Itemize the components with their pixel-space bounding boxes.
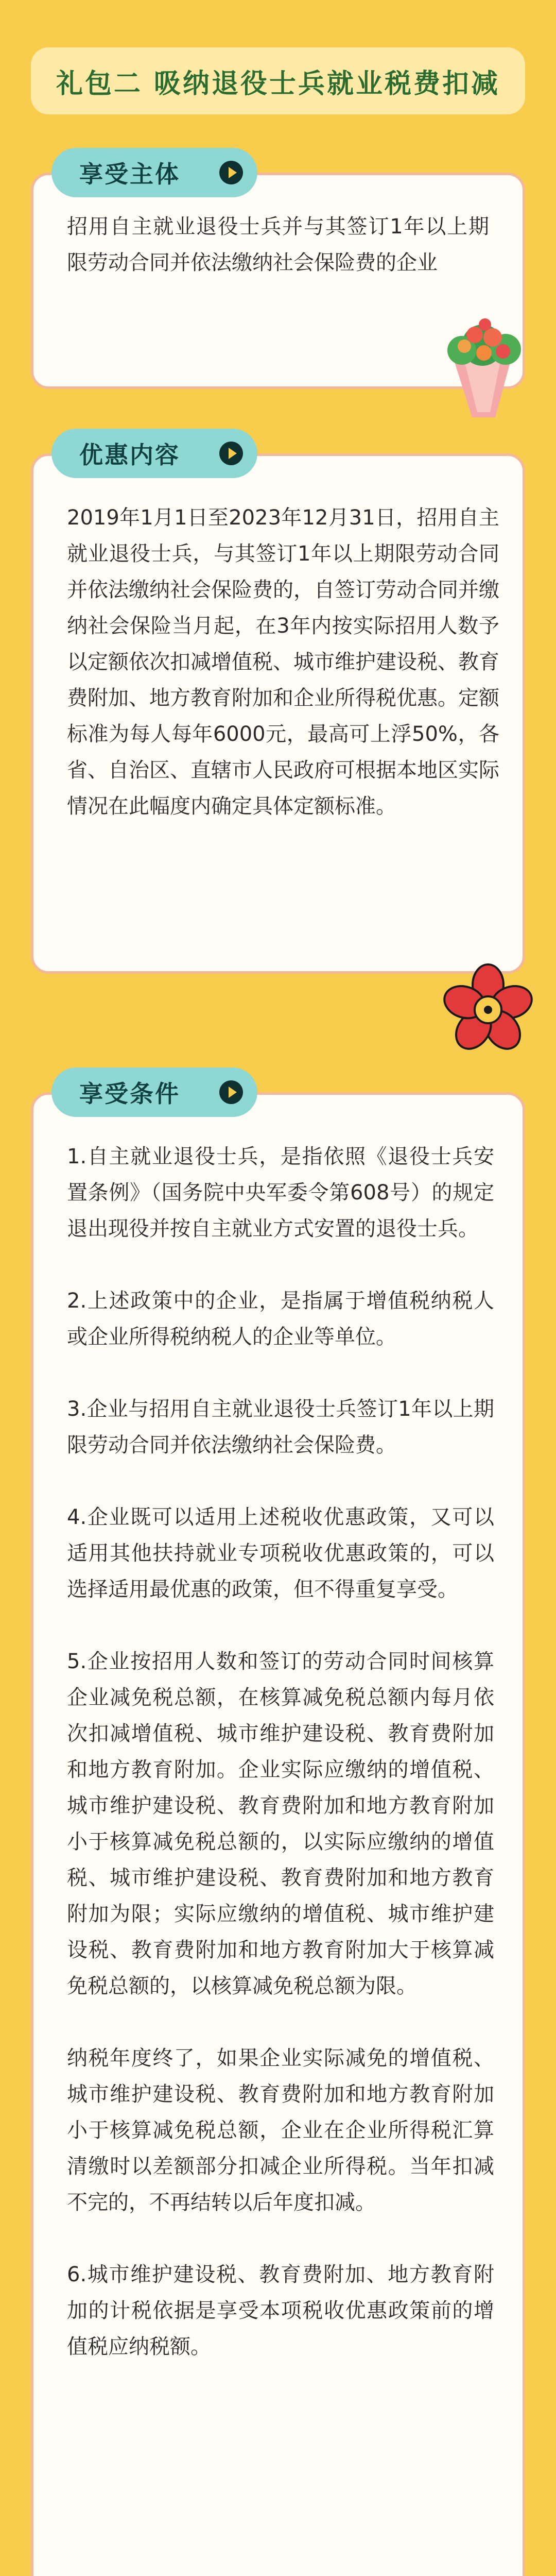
arrow-right-icon [219,442,243,465]
flower-bouquet-icon [433,304,531,422]
condition-item: 5.企业按招用人数和签订的劳动合同时间核算企业减免税总额，在核算减免税总额内每月依次扣减增值税、城市维护建设税、教育费附加和地方教育附加。企业实际应缴纳的增值税、城市维护建设税、教育费附加和地方教育附加小于核算减免税总额的，以实际应缴纳的增值税、城市维护建设税、教育费附加和地方教育附加为限；实际应缴纳的增值税、城市维护建设税、教育费附加和地方教育附加大于核算减免税总额的，以核算减免税总额为限。 [67,1650,494,1998]
condition-item: 1.自主就业退役士兵，是指依照《退役士兵安置条例》（国务院中央军委令第608号）的规定退出现役并按自主就业方式安置的退役士兵。 [67,1145,494,1241]
conditions-label-text: 享受条件 [79,1080,180,1108]
condition-item: 纳税年度终了，如果企业实际减免的增值税、城市维护建设税、教育费附加和地方教育附加小于核算减免税总额，企业在企业所得税汇算清缴时以差额部分扣减企业所得税。当年扣减不完的，不再结转以后年度扣减。 [67,2046,494,2214]
condition-item: 2.上述政策中的企业，是指属于增值税纳税人或企业所得税纳税人的企业等单位。 [67,1289,494,1349]
condition-item: 6.城市维护建设税、教育费附加、地方教育附加的计税依据是享受本项税收优惠政策前的增值税应纳税额。 [67,2263,494,2359]
conditions-text [67,1139,494,2365]
condition-item: 3.企业与招用自主就业退役士兵签订1年以上期限劳动合同并依法缴纳社会保险费。 [67,1397,494,1457]
subject-label [51,148,257,197]
benefit-label [51,429,257,478]
benefit-label-text: 优惠内容 [79,441,180,469]
subject-label-text: 享受主体 [79,160,180,188]
page-title: 礼包二 吸纳退役士兵就业税费扣减 [31,47,525,114]
conditions-label [51,1067,257,1117]
condition-item: 4.企业既可以适用上述税收优惠政策，又可以适用其他扶持就业专项税收优惠政策的，可以选择适用最优惠的政策，但不得重复享受。 [67,1505,494,1601]
subject-text: 招用自主就业退役士兵并与其签订1年以上期限劳动合同并依法缴纳社会保险费的企业 [67,215,489,275]
red-flower-icon [442,963,534,1056]
arrow-right-icon [219,1080,243,1104]
benefit-text: 2019年1月1日至2023年12月31日，招用自主就业退役士兵，与其签订1年以上期限劳动合同并依法缴纳社会保险费的，自签订劳动合同并缴纳社会保险当月起，在3年内按实际招用人数予以定额依次扣减增值税、城市维护建设税、教育费附加、地方教育附加和企业所得税优惠。定额标准为每人每年6000元，最高可上浮50%，各省、自治区、直辖市人民政府可根据本地区实际情况在此幅度内确定具体定额标准。 [67,506,499,818]
arrow-right-icon [219,161,243,184]
